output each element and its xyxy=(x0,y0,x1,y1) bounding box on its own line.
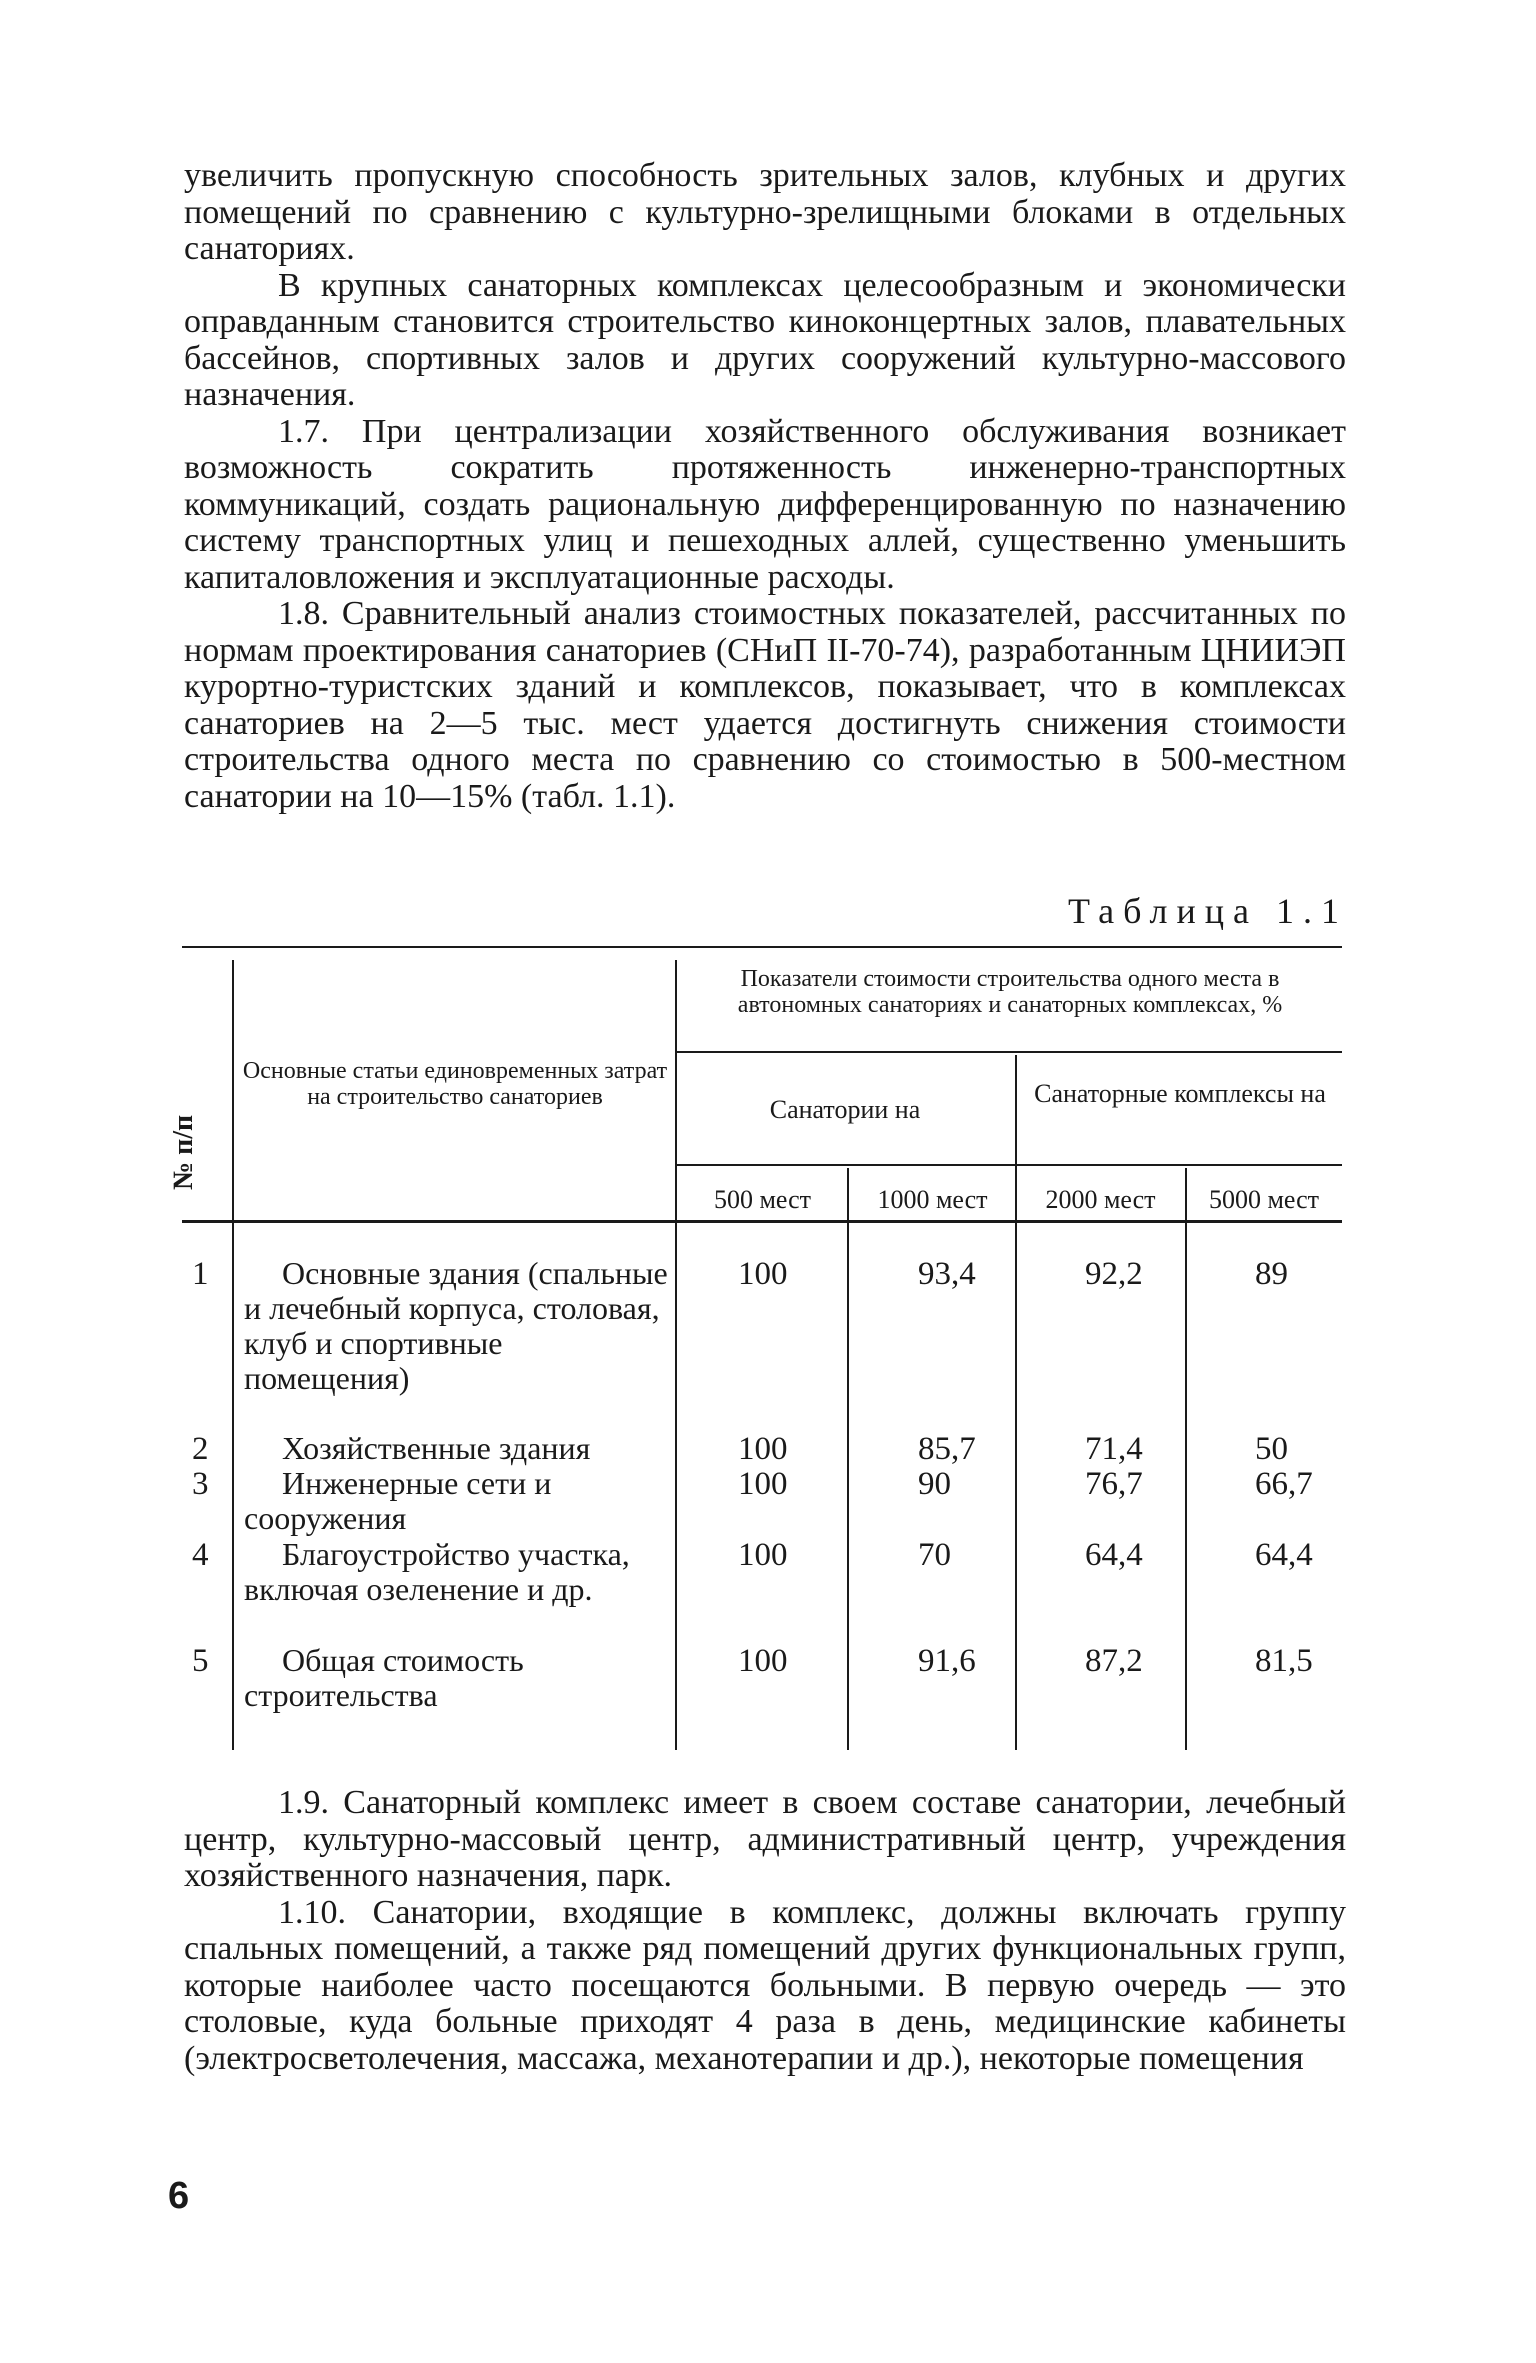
paragraph-1-10: 1.10. Санатории, входящие в комплекс, должны включать группу спальных помещений, а также ряд помещений других функциональных групп, которые наиболее часто посещаются больными. В первую очередь — это столовые, куда больные приходят 4 раза в день, медицинские кабинеты (электросветолечения, массажа, механотерапии и др.), некоторые помещения xyxy=(184,1893,1346,2077)
text-block-top xyxy=(184,158,1346,815)
table-caption: Таблица 1.1 xyxy=(1068,891,1348,931)
value-5000: 81,5 xyxy=(1255,1643,1313,1679)
table-top-rule xyxy=(182,946,1342,948)
row-number: 1 xyxy=(192,1256,209,1292)
value-500: 100 xyxy=(738,1431,788,1467)
subheader-complexes: Санаторные комплексы на xyxy=(1034,1079,1326,1108)
row-number: 5 xyxy=(192,1643,209,1679)
paragraph-1-9: 1.9. Санаторный комплекс имеет в своем составе санатории, лечебный центр, культурно-массовый центр, административный центр, учреждения хозяйственного назначения, парк. xyxy=(184,1784,1346,1894)
col-rule xyxy=(847,1168,849,1750)
header-500: 500 мест xyxy=(713,1185,812,1214)
header-2000: 2000 мест xyxy=(1045,1185,1156,1214)
paragraph: увеличить пропускную способность зрительных залов, клубных и других помещений по сравнению с культурно-зрелищными блоками в отдельных санаториях. xyxy=(184,157,1346,267)
value-1000: 85,7 xyxy=(918,1431,976,1467)
value-500: 100 xyxy=(738,1643,788,1679)
subheader-sanatoria: Санатории на xyxy=(769,1095,921,1124)
column-header-items: Основные статьи единовременных затрат на строительство санаториев xyxy=(242,1058,668,1110)
col-rule xyxy=(232,960,234,1750)
value-1000: 91,6 xyxy=(918,1643,976,1679)
paragraph-1-7: 1.7. При централизации хозяйственного обслуживания возникает возможность сократить протяженность инженерно-транспортных коммуникаций, создать рациональную дифференцированную по назначению систему транспортных улиц и пешеходных аллей, существенно уменьшить капиталовложения и эксплуатационные расходы. xyxy=(184,412,1346,596)
value-1000: 93,4 xyxy=(918,1256,976,1292)
row-name: Инженерные сети и сооружения xyxy=(244,1465,552,1536)
value-5000: 50 xyxy=(1255,1431,1288,1467)
paragraph-1-8: 1.8. Сравнительный анализ стоимостных показателей, рассчитанных по нормам проектирования санаториев (СНиП II-70-74), разработанным ЦНИИЭП курортно-туристских зданий и комплексов, показывает, что в комплексах санаториев на 2—5 тыс. мест удается достигнуть снижения стоимости строительства одного места по сравнению со стоимостью в 500-местном санатории на 10—15% (табл. 1.1). xyxy=(184,595,1346,815)
column-group-header: Показатели стоимости строительства одного места в автономных санаториях и санаторных комплексах, % xyxy=(737,966,1283,1018)
value-2000: 92,2 xyxy=(1085,1256,1143,1292)
group-header-rule xyxy=(676,1051,1342,1053)
row-number: 2 xyxy=(192,1431,209,1467)
value-2000: 76,7 xyxy=(1085,1466,1143,1502)
table-header-rule xyxy=(182,1220,1342,1223)
col-rule xyxy=(675,960,677,1750)
row-number: 4 xyxy=(192,1537,209,1573)
value-500: 100 xyxy=(738,1537,788,1573)
column-header-number: № п/п xyxy=(168,1114,199,1190)
row-name: Благоустройство участка, включая озеленение и др. xyxy=(244,1536,630,1607)
col-rule xyxy=(1185,1168,1187,1750)
value-2000: 87,2 xyxy=(1085,1643,1143,1679)
header-5000: 5000 мест xyxy=(1208,1185,1320,1214)
subgroup-header-rule xyxy=(676,1164,1342,1166)
row-name: Основные здания (спальные и лечебный корпуса, столовая, клуб и спортивные помещения) xyxy=(244,1255,668,1396)
value-1000: 70 xyxy=(918,1537,951,1573)
paragraph: В крупных санаторных комплексах целесообразным и экономически оправданным становится строительство киноконцертных залов, плавательных бассейнов, спортивных залов и других сооружений культурно-массового назначения. xyxy=(184,266,1346,413)
page-number: 6 xyxy=(168,2175,190,2217)
value-1000: 90 xyxy=(918,1466,951,1502)
row-name: Хозяйственные здания xyxy=(282,1430,591,1466)
text-block-bottom xyxy=(184,1785,1346,2077)
value-2000: 71,4 xyxy=(1085,1431,1143,1467)
row-number: 3 xyxy=(192,1466,209,1502)
value-5000: 89 xyxy=(1255,1256,1288,1292)
row-name: Общая стоимость строительства xyxy=(244,1642,524,1713)
col-rule xyxy=(1015,1055,1017,1750)
value-500: 100 xyxy=(738,1466,788,1502)
value-2000: 64,4 xyxy=(1085,1537,1143,1573)
header-1000: 1000 мест xyxy=(877,1185,988,1214)
value-5000: 64,4 xyxy=(1255,1537,1313,1573)
value-5000: 66,7 xyxy=(1255,1466,1313,1502)
value-500: 100 xyxy=(738,1256,788,1292)
